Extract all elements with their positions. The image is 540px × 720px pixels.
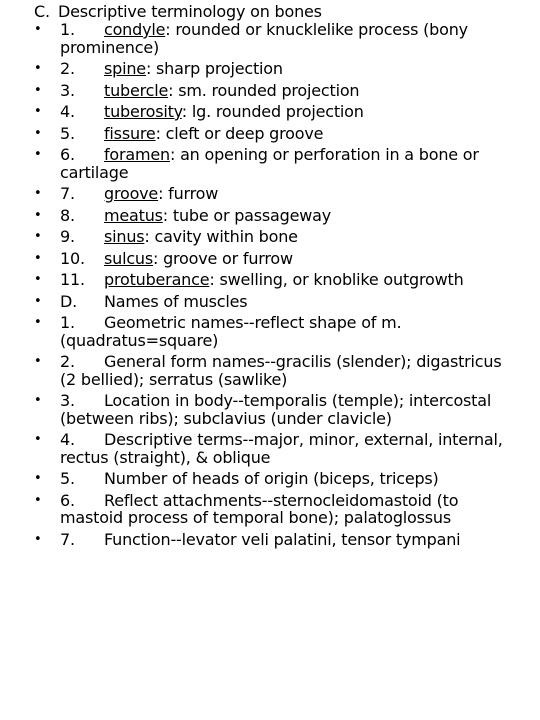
item-description: sharp projection <box>156 59 283 78</box>
list-item <box>0 228 540 246</box>
item-separator: : <box>162 205 173 225</box>
heading-number: C. <box>34 2 50 21</box>
bullet-icon: • <box>34 315 42 330</box>
item-description: groove or furrow <box>163 248 293 268</box>
item-description: Number of heads of origin (biceps, triceps) <box>104 469 439 488</box>
item-description: Names of muscles <box>104 291 248 311</box>
list-item <box>0 103 540 121</box>
item-term: protuberance <box>104 270 210 289</box>
item-number: 1. <box>60 20 75 39</box>
item-term: tubercle <box>104 80 169 100</box>
list-item <box>0 431 540 466</box>
item-term: foramen <box>104 145 170 164</box>
item-description: Geometric names--reflect shape of m. (quadratus=square) <box>60 313 402 350</box>
list-item <box>0 82 540 100</box>
item-separator: : <box>153 248 164 268</box>
bullet-icon: • <box>34 22 42 37</box>
bullet-icon: • <box>34 354 42 369</box>
list-item <box>0 125 540 143</box>
item-number: 7. <box>60 184 75 203</box>
item-number: 7. <box>60 529 75 549</box>
bullet-icon: • <box>34 186 42 201</box>
item-term: fissure <box>104 123 156 143</box>
item-number: 3. <box>60 80 75 100</box>
bullet-icon: • <box>34 393 42 408</box>
item-term: groove <box>104 184 159 203</box>
bullet-icon: • <box>34 293 42 309</box>
item-description: swelling, or knoblike outgrowth <box>219 270 464 289</box>
item-separator: : <box>158 184 169 203</box>
item-description: rounded or knucklelike process (bony prominence) <box>60 20 468 57</box>
item-number: 1. <box>60 313 75 332</box>
item-number: 10. <box>60 248 85 268</box>
item-separator: : <box>144 227 155 246</box>
item-description: Reflect attachments--sternocleidomastoid (to mastoid process of temporal bone); palatoglossus <box>60 490 459 527</box>
heading-text: Descriptive terminology on bones <box>58 2 322 21</box>
list-item <box>0 314 540 349</box>
item-description: an opening or perforation in a bone or cartilage <box>60 145 479 182</box>
item-description: cleft or deep groove <box>165 123 324 143</box>
bullet-icon: • <box>34 250 42 266</box>
item-description: cavity within bone <box>154 227 298 246</box>
item-number: 9. <box>60 227 75 246</box>
section-heading <box>34 2 524 21</box>
list-item <box>0 60 540 78</box>
item-description: sm. rounded projection <box>178 80 360 100</box>
list-item <box>0 470 540 488</box>
bullet-icon: • <box>34 432 42 447</box>
item-description: Location in body--temporalis (temple); intercostal (between ribs); subclavius (under clavicle) <box>60 391 492 428</box>
item-term: condyle <box>104 20 166 39</box>
bullet-icon: • <box>34 207 42 223</box>
list-item <box>0 293 540 311</box>
item-number: 6. <box>60 490 75 510</box>
item-separator: : <box>181 102 192 121</box>
item-description: furrow <box>168 184 219 203</box>
item-term: spine <box>104 59 146 78</box>
item-number: 5. <box>60 123 75 143</box>
list-item <box>0 207 540 225</box>
item-number: 4. <box>60 430 75 449</box>
item-separator: : <box>155 123 166 143</box>
bullet-icon: • <box>34 82 42 98</box>
item-separator: : <box>209 270 220 289</box>
bullet-list <box>0 21 540 552</box>
list-item <box>0 492 540 527</box>
bullet-icon: • <box>34 531 42 547</box>
bullet-icon: • <box>34 104 42 119</box>
list-item <box>0 392 540 427</box>
bullet-icon: • <box>34 229 42 244</box>
bullet-icon: • <box>34 492 42 508</box>
item-description: lg. rounded projection <box>191 102 364 121</box>
item-separator: : <box>145 59 157 78</box>
item-number: D. <box>60 291 78 311</box>
item-description: Descriptive terms--major, minor, external, internal, rectus (straight), & oblique <box>60 430 503 467</box>
list-item <box>0 531 540 549</box>
item-separator: : <box>169 145 181 164</box>
item-number: 4. <box>60 102 75 121</box>
bullet-icon: • <box>34 272 42 287</box>
list-item <box>0 21 540 56</box>
item-separator: : <box>165 20 176 39</box>
list-item <box>0 353 540 388</box>
bullet-icon: • <box>34 125 42 141</box>
item-number: 3. <box>60 391 75 410</box>
item-description: Function--levator veli palatini, tensor tympani <box>104 529 461 549</box>
item-number: 8. <box>60 205 75 225</box>
item-term: tuberosity <box>104 102 182 121</box>
item-description: General form names--gracilis (slender); digastricus (2 bellied); serratus (sawlike) <box>60 352 502 389</box>
item-term: sinus <box>104 227 145 246</box>
list-item <box>0 271 540 289</box>
list-item <box>0 250 540 268</box>
item-number: 6. <box>60 145 75 164</box>
item-term: meatus <box>104 205 163 225</box>
item-number: 11. <box>60 270 85 289</box>
item-number: 5. <box>60 469 75 488</box>
list-item <box>0 146 540 181</box>
item-separator: : <box>168 80 179 100</box>
bullet-icon: • <box>34 471 42 486</box>
list-item <box>0 185 540 203</box>
bullet-icon: • <box>34 147 42 162</box>
item-term: sulcus <box>104 248 153 268</box>
item-number: 2. <box>60 352 75 371</box>
item-number: 2. <box>60 59 75 78</box>
item-description: tube or passageway <box>172 205 332 225</box>
bullet-icon: • <box>34 61 42 76</box>
